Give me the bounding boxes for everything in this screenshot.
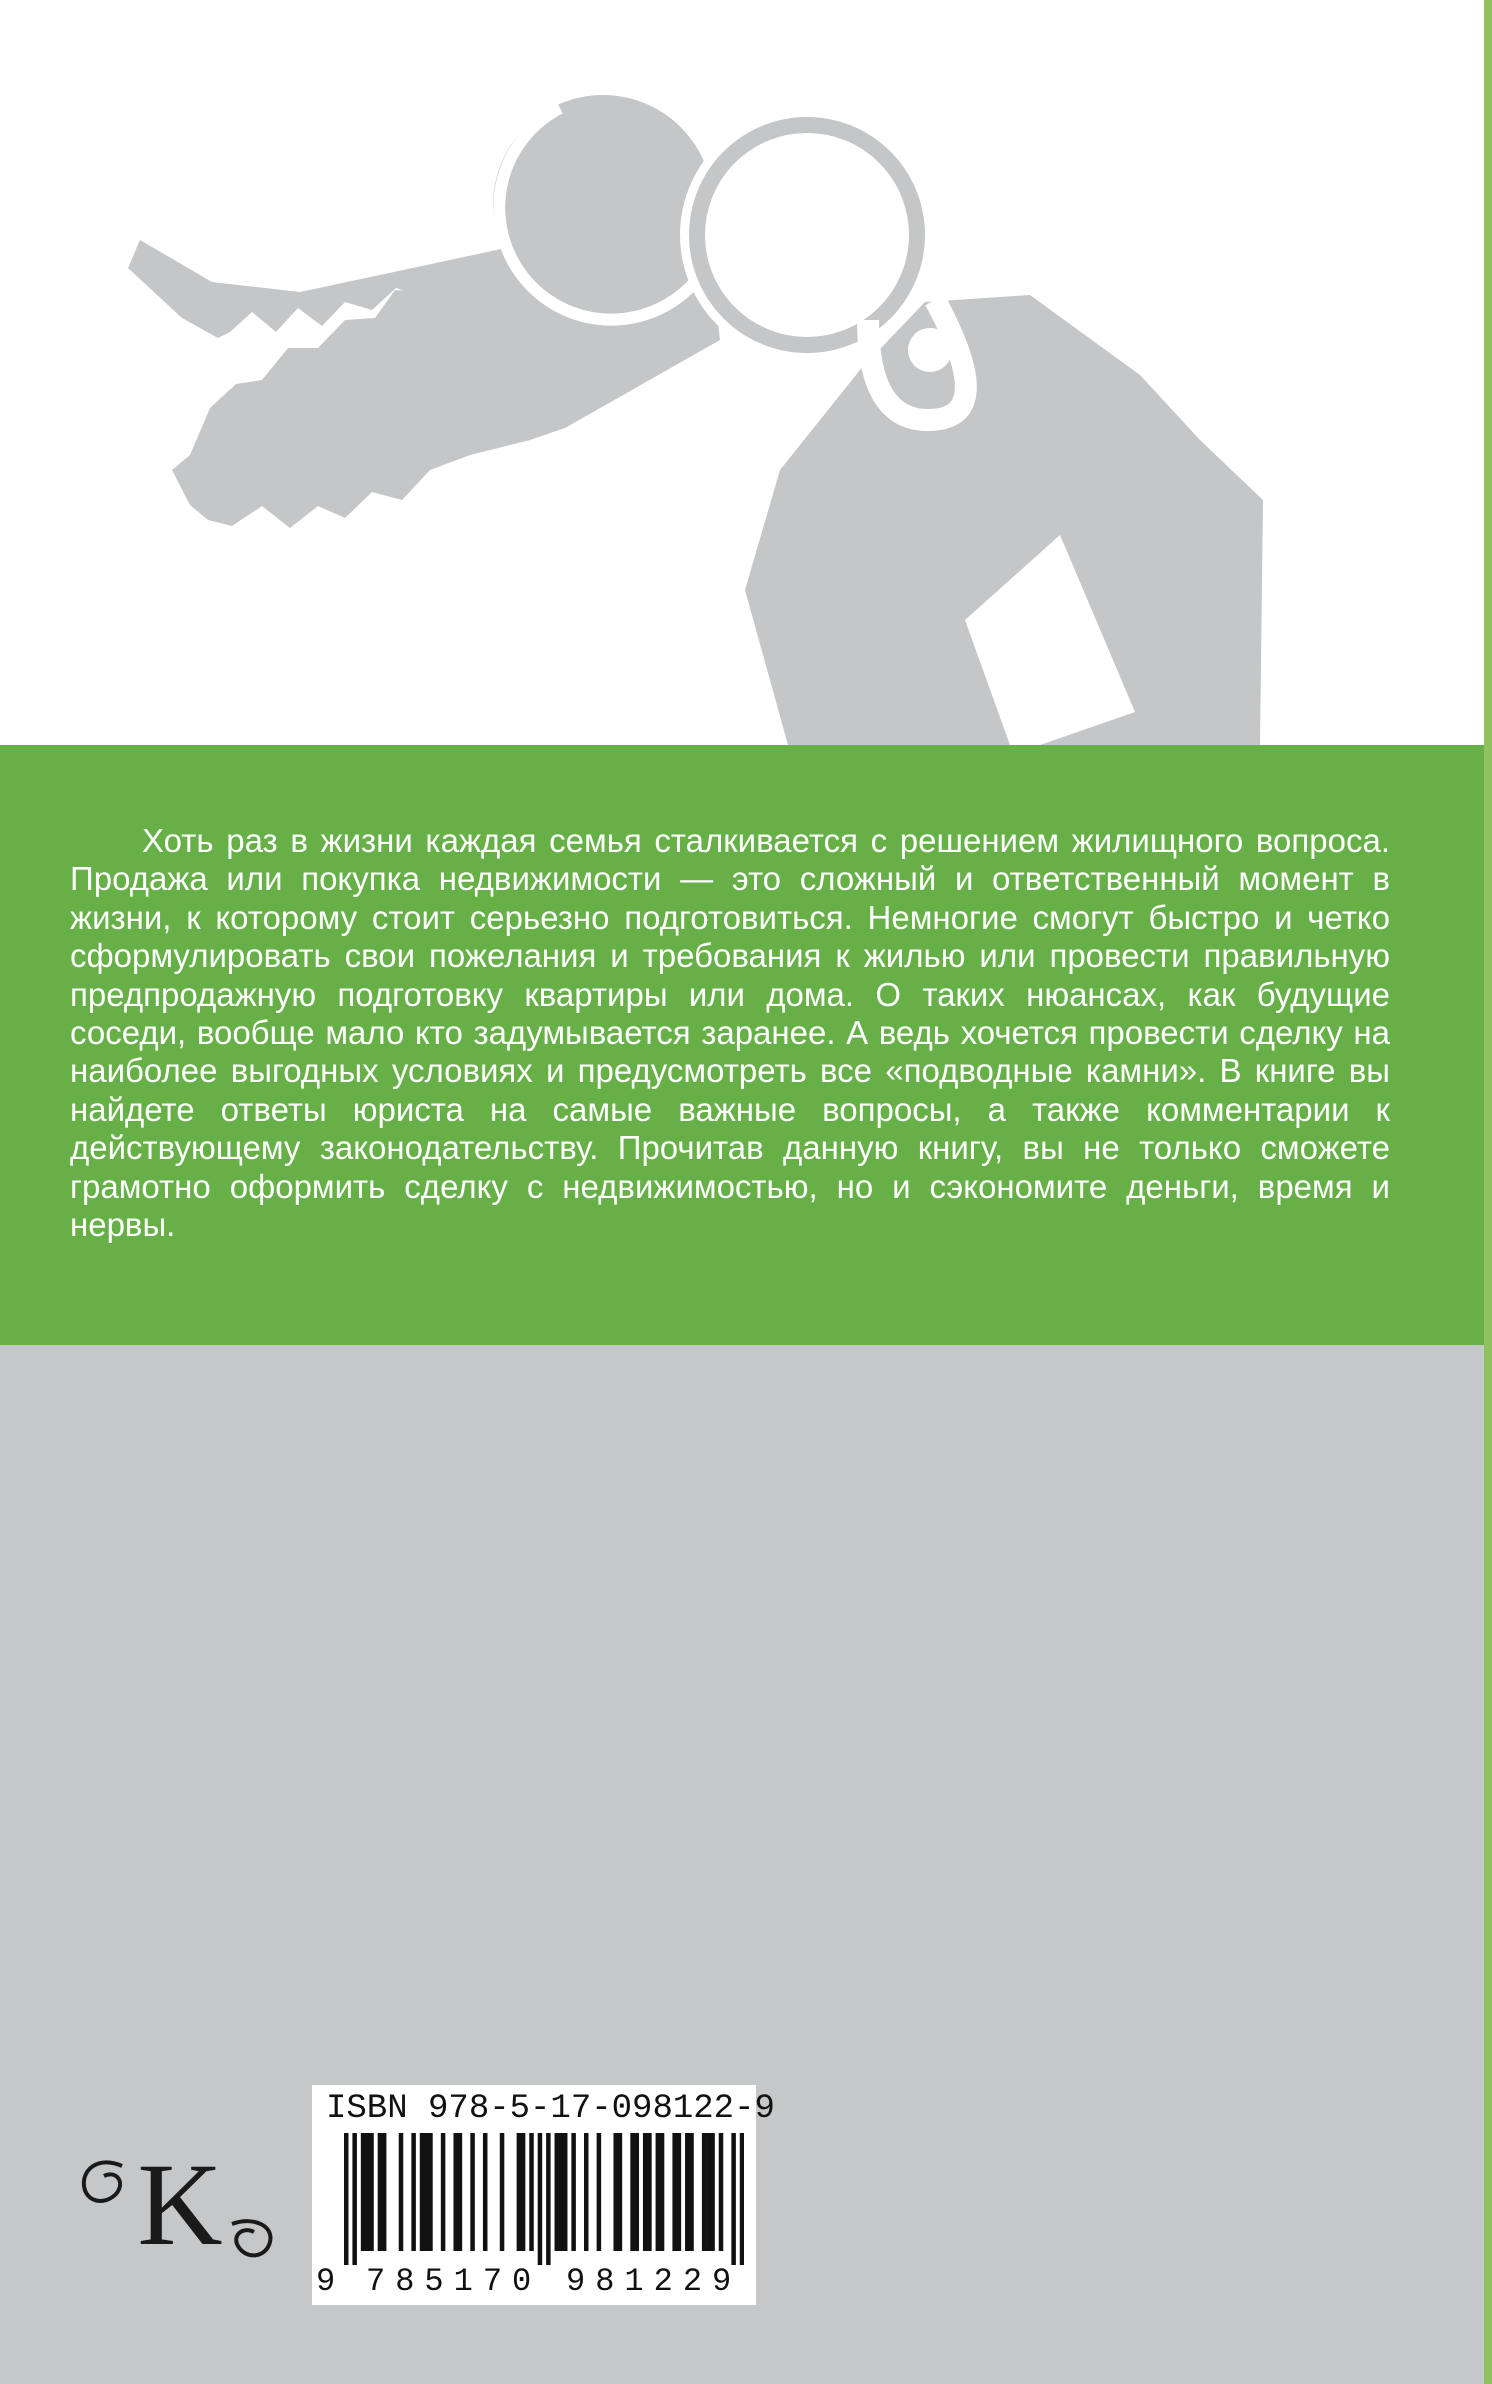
barcode-bar — [420, 2133, 425, 2251]
right-edge-stripe — [1484, 0, 1492, 2384]
barcode-bar — [597, 2133, 602, 2251]
barcode-bar — [428, 2133, 433, 2251]
barcode-bar — [656, 2133, 661, 2251]
barcode-bar — [685, 2133, 690, 2251]
barcode-bar — [719, 2133, 724, 2251]
barcode-bar — [643, 2133, 648, 2251]
barcode-bar — [613, 2133, 618, 2251]
keys-illustration — [0, 0, 1484, 745]
barcode-bar — [647, 2133, 652, 2251]
barcode-bar — [352, 2133, 357, 2265]
book-annotation: Хоть раз в жизни каждая семья сталкивается с решением жилищного вопроса. Продажа или покупка недвижимости — это сложный и ответственный момент в жизни, к которому стоит серьезно подготовиться. Немногие смогут быстро и четко сформулировать свои пожелания и требования к жилью или провести правильную предпродажную подготовку квартиры или дома. О таких нюансах, как будущие соседи, вообще мало кто задумывается заранее. А ведь хочется провести сделку на наиболее выгодных условиях и предусмотреть все «подводные камни». В книге вы найдете ответы юриста на самые важные вопросы, а также комментарии к действующему законодательству. Прочитав данную книгу, вы не только сможете грамотно оформить сделку с недвижимостью, но и сэкономите деньги, время и нервы. — [70, 822, 1390, 1244]
barcode-bar — [584, 2133, 589, 2251]
barcode-bars — [344, 2133, 744, 2265]
barcode-bar — [571, 2133, 576, 2251]
barcode-bar — [559, 2133, 564, 2251]
barcode-bar — [546, 2133, 551, 2265]
barcode-bar — [470, 2133, 475, 2251]
barcode-bar — [382, 2133, 387, 2251]
barcode-digits — [316, 2263, 752, 2301]
barcode-bar — [365, 2133, 370, 2251]
barcode-bar — [677, 2133, 682, 2251]
barcode-bar — [710, 2133, 715, 2251]
barcode-bar — [517, 2133, 522, 2251]
barcode-bar — [660, 2133, 665, 2251]
barcode-bar — [706, 2133, 711, 2251]
isbn-label: ISBN 978-5-17-098122-9 — [326, 2090, 775, 2128]
barcode-bar — [424, 2133, 429, 2251]
barcode-bar — [538, 2133, 543, 2265]
barcode-digit-lead: 9 — [316, 2263, 336, 2300]
barcode-bar — [453, 2133, 458, 2251]
barcode-bar — [441, 2133, 446, 2251]
barcode-bar — [563, 2133, 568, 2251]
barcode-bar — [529, 2133, 534, 2251]
barcode-bar — [399, 2133, 404, 2251]
barcode-digits-right: 981229 — [566, 2263, 742, 2300]
barcode-bar — [702, 2133, 707, 2251]
barcode-bar — [521, 2133, 526, 2251]
barcode-bar — [458, 2133, 463, 2251]
barcode-bar — [369, 2133, 374, 2251]
barcode-bar — [630, 2133, 635, 2251]
barcode-bar — [689, 2133, 694, 2251]
key-ring-icon — [697, 125, 917, 345]
barcode-bar — [672, 2133, 677, 2251]
barcode-bar — [618, 2133, 623, 2251]
barcode-bar — [731, 2133, 736, 2265]
barcode-bar — [361, 2133, 366, 2251]
barcode-digits-left: 785170 — [366, 2263, 542, 2300]
barcode-bar — [740, 2133, 744, 2265]
barcode-bar — [411, 2133, 416, 2251]
barcode-bar — [500, 2133, 505, 2251]
publisher-logo — [70, 2120, 290, 2270]
barcode-bar — [555, 2133, 560, 2251]
barcode-bar — [483, 2133, 488, 2251]
barcode-bar — [344, 2133, 349, 2265]
barcode-bar — [635, 2133, 640, 2251]
house-keychain-icon — [745, 295, 1263, 745]
barcode-bar — [378, 2133, 383, 2251]
publisher-logo-letter: K — [137, 2139, 223, 2270]
isbn-barcode — [312, 2085, 775, 2305]
